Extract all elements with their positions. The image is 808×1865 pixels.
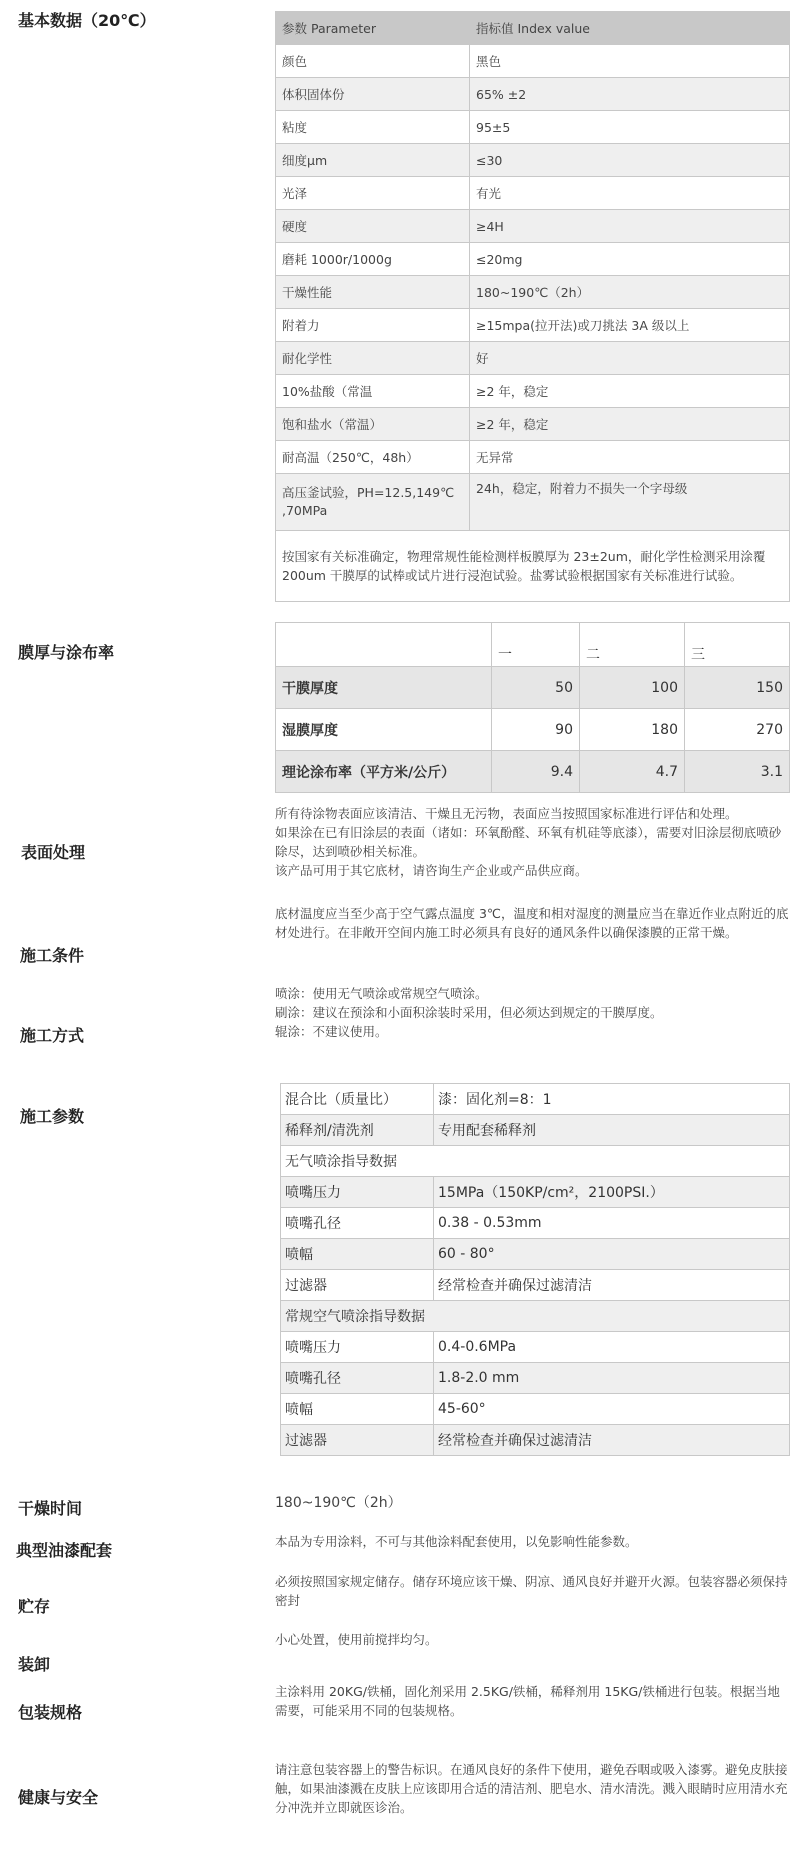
table-row [276,375,790,408]
param-cell: 光泽 [276,177,470,210]
typical-text: 本品为专用涂料，不可与其他涂料配套使用，以免影响性能参数。 [275,1534,638,1549]
table-row [276,111,790,144]
table-row [276,441,790,474]
value-cell: 黑色 [470,45,790,78]
table-row [281,1239,790,1270]
value-cell: 90 [492,709,580,751]
table-row [281,1084,790,1115]
param-value: 15MPa（150KP/cm²，2100PSI.） [434,1177,790,1208]
param-cell: 颜色 [276,45,470,78]
param-key: 喷嘴孔径 [281,1363,434,1394]
value-cell: 9.4 [492,751,580,793]
table-row [276,342,790,375]
methods-text [275,984,790,1041]
section-storage: 贮存 [18,1597,51,1616]
subheader-row [281,1146,790,1177]
header-cell: 指标值 Index value [470,12,790,45]
param-cell: 干燥性能 [276,276,470,309]
header-cell [276,623,492,667]
table-note-row [276,531,790,602]
section-params: 施工参数 [20,1107,85,1126]
param-value: 45-60° [434,1394,790,1425]
subheader-row [281,1301,790,1332]
param-key: 稀释剂/清洗剂 [281,1115,434,1146]
header-cell: 参数 Parameter [276,12,470,45]
table-row [276,144,790,177]
value-cell: ≥2 年，稳定 [470,375,790,408]
table-row [276,667,790,709]
surface-line: 所有待涂物表面应该清洁、干燥且无污物，表面应当按照国家标准进行评估和处理。 [275,806,738,821]
drying-text: 180~190℃（2h） [275,1495,402,1511]
param-key: 喷嘴压力 [281,1177,434,1208]
row-label: 干膜厚度 [276,667,492,709]
param-cell: 耐高温（250℃，48h） [276,441,470,474]
section-packaging: 包装规格 [18,1703,83,1722]
value-cell: 50 [492,667,580,709]
value-cell: ≤20mg [470,243,790,276]
param-cell: 高压釜试验，PH=12.5,149℃ ,70MPa [276,474,470,531]
storage-text: 必须按照国家规定储存。储存环境应该干燥、阴凉、通风良好并避开火源。包装容器必须保持密封 [275,1574,788,1608]
basic-data-table [275,11,790,602]
param-key: 喷幅 [281,1239,434,1270]
table-row [276,408,790,441]
value-cell: 有光 [470,177,790,210]
param-cell: 10%盐酸（常温 [276,375,470,408]
param-key: 过滤器 [281,1270,434,1301]
param-value: 漆：固化剂=8：1 [434,1084,790,1115]
params-table [280,1083,790,1456]
param-key: 混合比（质量比） [281,1084,434,1115]
airless-title: 无气喷涂指导数据 [281,1146,790,1177]
value-cell: 65% ±2 [470,78,790,111]
param-value: 经常检查并确保过滤清洁 [434,1425,790,1456]
value-cell: 24h，稳定，附着力不损失一个字母级 [470,474,790,531]
table-row [276,276,790,309]
table-row [276,210,790,243]
table-row [281,1425,790,1456]
method-line: 辊涂：不建议使用。 [275,1024,388,1039]
header-cell: 一 [492,623,580,667]
section-surface: 表面处理 [21,843,86,862]
param-cell: 附着力 [276,309,470,342]
param-cell: 体积固体份 [276,78,470,111]
value-cell: 150 [685,667,790,709]
param-key: 喷嘴压力 [281,1332,434,1363]
table-header-row [276,12,790,45]
param-key: 喷幅 [281,1394,434,1425]
table-row [276,45,790,78]
table-row [276,243,790,276]
param-value: 0.38 - 0.53mm [434,1208,790,1239]
surface-text [275,804,790,880]
section-handling: 装卸 [18,1655,51,1674]
section-drying: 干燥时间 [18,1499,83,1518]
value-cell: ≥2 年，稳定 [470,408,790,441]
value-cell: ≥15mpa(拉开法)或刀挑法 3A 级以上 [470,309,790,342]
section-methods: 施工方式 [20,1026,85,1045]
param-cell: 磨耗 1000r/1000g [276,243,470,276]
table-row [281,1363,790,1394]
table-row [281,1394,790,1425]
header-cell: 三 [685,623,790,667]
param-cell: 硬度 [276,210,470,243]
param-key: 喷嘴孔径 [281,1208,434,1239]
value-cell: 95±5 [470,111,790,144]
conditions-text: 底材温度应当至少高于空气露点温度 3℃，温度和相对湿度的测量应当在靠近作业点附近的底材处进行。在非敞开空间内施工时必须具有良好的通风条件以确保漆膜的正常干燥。 [275,906,789,940]
table-row [276,309,790,342]
row-label: 湿膜厚度 [276,709,492,751]
method-line: 刷涂：建议在预涂和小面积涂装时采用，但必须达到规定的干膜厚度。 [275,1005,663,1020]
surface-line: 如果涂在已有旧涂层的表面（诸如：环氧酚醛、环氧有机硅等底漆），需要对旧涂层彻底喷砂除尽，达到喷砂相关标准。 [275,825,782,859]
handling-text: 小心处置，使用前搅拌均匀。 [275,1632,438,1647]
value-cell: 270 [685,709,790,751]
section-basic-data: 基本数据（20℃） [18,11,156,30]
table-row [276,474,790,531]
param-cell: 粘度 [276,111,470,144]
value-cell: 3.1 [685,751,790,793]
thickness-table [275,622,790,793]
table-row [281,1270,790,1301]
param-value: 60 - 80° [434,1239,790,1270]
value-cell: 100 [580,667,685,709]
table-row [281,1208,790,1239]
value-cell: 4.7 [580,751,685,793]
param-value: 0.4-0.6MPa [434,1332,790,1363]
param-cell: 饱和盐水（常温） [276,408,470,441]
value-cell: 无异常 [470,441,790,474]
surface-line: 该产品可用于其它底材，请咨询生产企业或产品供应商。 [275,863,588,878]
section-typical: 典型油漆配套 [16,1541,113,1560]
table-header-row [276,623,790,667]
value-cell: 180~190℃（2h） [470,276,790,309]
header-cell: 二 [580,623,685,667]
param-cell: 细度μm [276,144,470,177]
row-label: 理论涂布率（平方米/公斤） [276,751,492,793]
table-row [281,1332,790,1363]
value-cell: 好 [470,342,790,375]
value-cell: ≤30 [470,144,790,177]
table-row [276,751,790,793]
health-text: 请注意包装容器上的警告标识。在通风良好的条件下使用，避免吞咽或吸入漆雾。避免皮肤接触，如果油漆溅在皮肤上应该即用合适的清洁剂、肥皂水、清水清洗。溅入眼睛时应用清水充分冲洗并立即就医诊治。 [275,1762,788,1815]
table-row [276,709,790,751]
param-value: 经常检查并确保过滤清洁 [434,1270,790,1301]
section-conditions: 施工条件 [20,946,85,965]
table-row [276,177,790,210]
method-line: 喷涂：使用无气喷涂或常规空气喷涂。 [275,986,488,1001]
air-title: 常规空气喷涂指导数据 [281,1301,790,1332]
packaging-text: 主涂料用 20KG/铁桶，固化剂采用 2.5KG/铁桶，稀释剂用 15KG/铁桶进行包装。根据当地需要，可能采用不同的包装规格。 [275,1684,780,1718]
param-key: 过滤器 [281,1425,434,1456]
table-row [281,1115,790,1146]
param-cell: 耐化学性 [276,342,470,375]
table-row [276,78,790,111]
table-row [281,1177,790,1208]
param-value: 1.8-2.0 mm [434,1363,790,1394]
table-note: 按国家有关标准确定，物理常规性能检测样板膜厚为 23±2um，耐化学性检测采用涂覆 200um 干膜厚的试棒或试片进行浸泡试验。盐雾试验根据国家有关标准进行试验。 [276,531,790,602]
value-cell: 180 [580,709,685,751]
param-value: 专用配套稀释剂 [434,1115,790,1146]
section-film-thickness: 膜厚与涂布率 [18,643,115,662]
section-health: 健康与安全 [18,1788,99,1807]
value-cell: ≥4H [470,210,790,243]
